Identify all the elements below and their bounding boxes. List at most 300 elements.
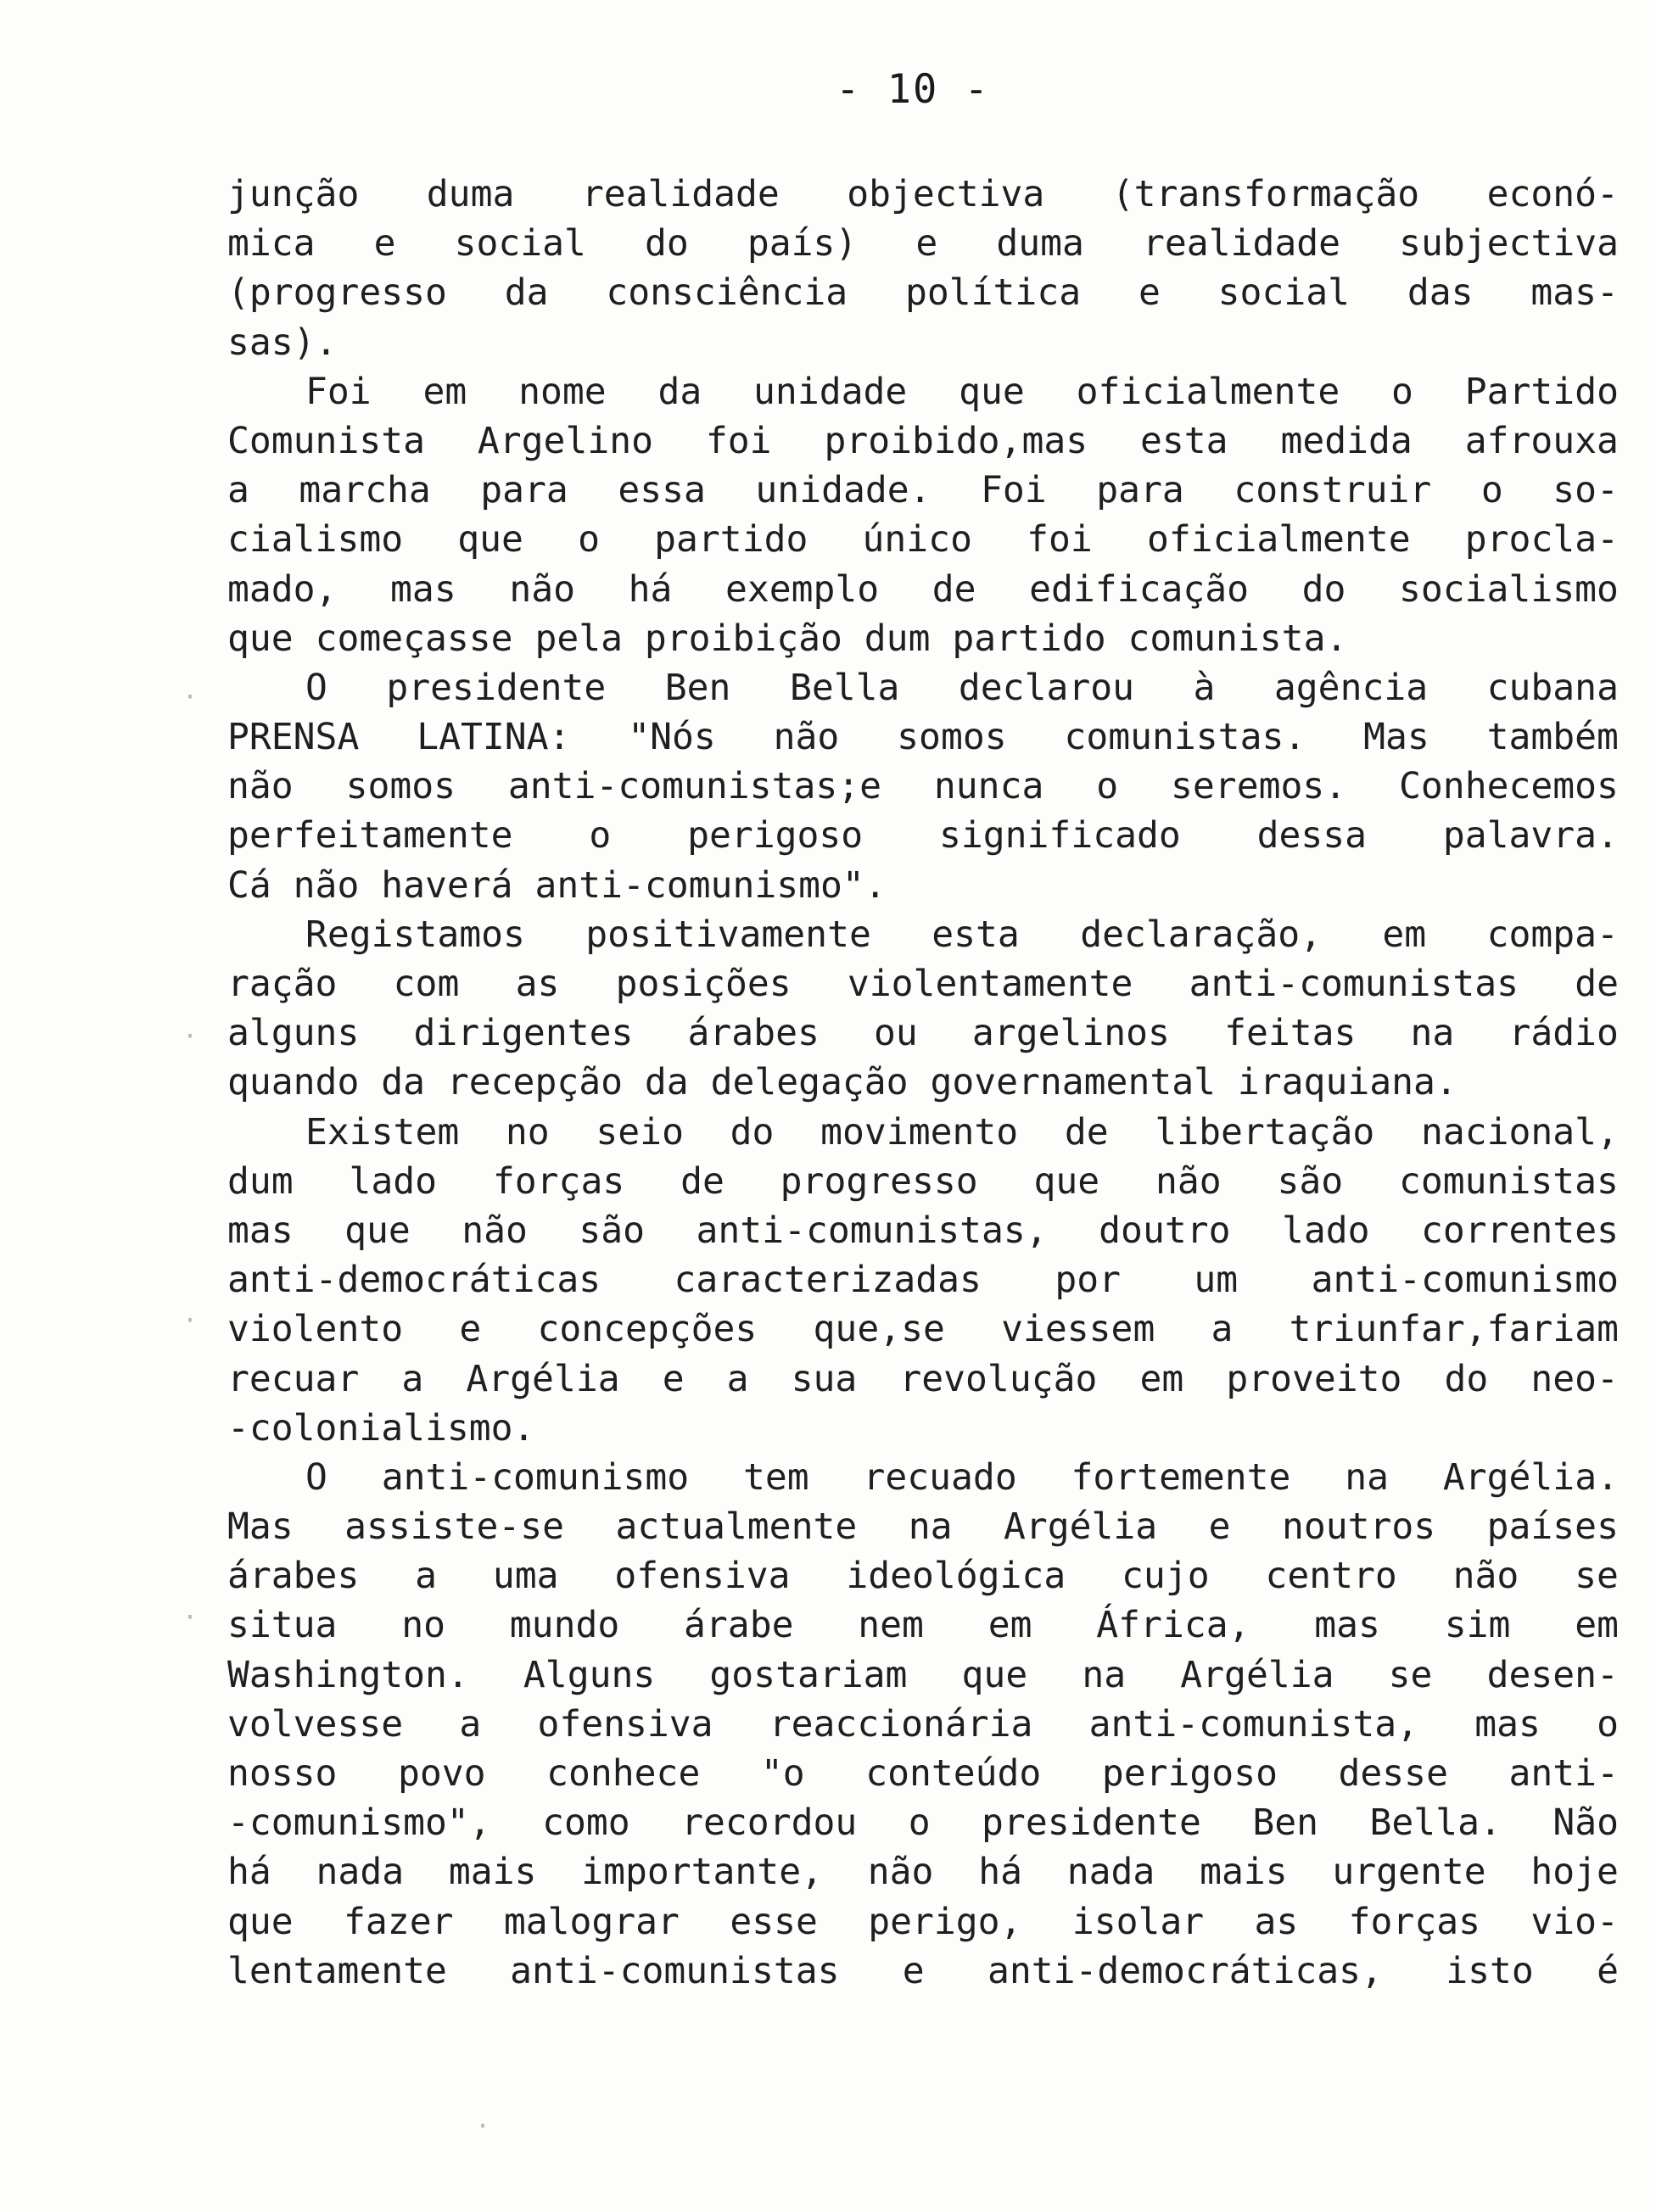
word: esta <box>932 913 1020 956</box>
word: comunistas. <box>1064 716 1306 759</box>
word: noutros <box>1281 1505 1436 1549</box>
word: perfeitamente <box>227 814 513 857</box>
text-line <box>227 1304 1619 1354</box>
word: realidade <box>581 173 780 215</box>
word: da <box>644 1061 711 1104</box>
word: caracterizadas <box>674 1259 982 1302</box>
text-line <box>227 1108 1619 1157</box>
word: Registamos <box>305 913 525 956</box>
word: mas- <box>1530 271 1619 315</box>
word: na <box>908 1505 953 1549</box>
word: à <box>1193 666 1216 709</box>
text-line <box>227 170 1619 219</box>
text-line <box>227 1008 1619 1058</box>
word: único <box>862 518 972 561</box>
word: marcha <box>299 469 431 512</box>
word: para <box>1096 469 1184 512</box>
word: do <box>1301 567 1346 611</box>
word: Argélia. <box>1442 1455 1619 1499</box>
word: anti-comunistas <box>1189 963 1519 1005</box>
word: o <box>1096 765 1119 808</box>
word: se <box>1575 1555 1619 1598</box>
word: mas <box>227 1209 294 1252</box>
word: ideológica <box>846 1555 1066 1598</box>
word: assiste-se <box>344 1505 565 1549</box>
word: desse <box>1338 1752 1448 1795</box>
word: perigoso <box>1101 1752 1278 1795</box>
word: a <box>415 1555 438 1598</box>
word: são <box>579 1209 646 1252</box>
word: ofensiva <box>614 1555 791 1598</box>
word: que,se <box>813 1308 945 1351</box>
word: libertação <box>1155 1110 1375 1153</box>
word: o <box>578 518 600 561</box>
text-line <box>227 1404 1619 1453</box>
word: não <box>1155 1159 1222 1203</box>
word: foi <box>705 419 772 462</box>
word: que <box>959 370 1025 413</box>
word: as <box>515 963 560 1005</box>
word: volvesse <box>227 1702 404 1746</box>
word: viessem <box>1001 1308 1155 1351</box>
word: doutro <box>1099 1209 1231 1252</box>
word: anti-comunistas, <box>696 1209 1048 1252</box>
word: anti-comunismo <box>1311 1259 1619 1302</box>
word: esse <box>730 1900 818 1943</box>
text-line <box>227 219 1619 268</box>
text-line <box>227 466 1619 515</box>
word: proibição <box>644 617 864 660</box>
word: anti-democráticas, <box>987 1949 1383 1992</box>
word: Bella <box>789 666 900 709</box>
word: comunistas <box>1399 1159 1619 1203</box>
word: mundo <box>509 1604 620 1647</box>
word: (progresso <box>227 271 447 315</box>
word: presidente <box>982 1801 1201 1845</box>
word: tem <box>742 1455 809 1499</box>
word: realidade <box>1143 222 1341 265</box>
text-line <box>227 565 1619 614</box>
word: não <box>509 567 575 611</box>
word: lado <box>349 1159 438 1203</box>
word: no <box>401 1604 446 1647</box>
word: palavra. <box>1442 814 1619 857</box>
text-line <box>227 663 1619 712</box>
word: anti-comunismo <box>381 1455 690 1499</box>
word: isolar <box>1071 1900 1205 1943</box>
word: não <box>773 716 840 759</box>
word: somos <box>897 716 1007 759</box>
word: anti- <box>1508 1752 1619 1795</box>
text-line <box>227 1453 1619 1502</box>
word: Alguns <box>523 1653 656 1696</box>
text-line <box>227 1255 1619 1304</box>
word: Partido <box>1464 370 1619 413</box>
word: Ben <box>664 666 731 709</box>
word: isto <box>1446 1949 1534 1992</box>
word: forças <box>1348 1900 1480 1943</box>
word: do <box>730 1110 775 1153</box>
word: Ben <box>1252 1801 1319 1845</box>
text-line <box>227 1847 1619 1896</box>
word: uma <box>492 1555 559 1598</box>
word: sim <box>1444 1604 1511 1647</box>
word: situa <box>227 1604 338 1647</box>
word: nada <box>316 1851 405 1894</box>
text-line <box>227 1700 1619 1749</box>
word: quando <box>227 1061 382 1104</box>
word: conteúdo <box>865 1752 1042 1795</box>
scan-noise-mark: · <box>475 2112 491 2142</box>
word: triunfar,fariam <box>1289 1308 1619 1351</box>
word: gostariam <box>709 1653 908 1696</box>
word: perigo, <box>868 1900 1022 1943</box>
word: ofensiva <box>537 1702 713 1746</box>
word: de <box>1064 1110 1109 1153</box>
word: sas). <box>227 321 338 364</box>
word: significado <box>938 814 1181 857</box>
word: mado, <box>227 567 338 611</box>
word: o <box>1480 469 1503 512</box>
word: recordou <box>681 1801 858 1845</box>
word: feitas <box>1224 1012 1357 1055</box>
word: a <box>459 1702 482 1746</box>
word: e <box>373 222 396 265</box>
word: compa- <box>1486 913 1619 956</box>
word: desen- <box>1486 1653 1619 1696</box>
word: movimento <box>820 1110 1019 1153</box>
word: LATINA: <box>417 716 571 759</box>
word: oficialmente <box>1076 370 1340 413</box>
word: cujo <box>1122 1555 1210 1598</box>
word: Comunista <box>227 419 425 462</box>
word: Argélia <box>1003 1505 1158 1549</box>
text-line <box>227 811 1619 860</box>
word: anti-comunismo". <box>534 863 887 907</box>
word: progresso <box>780 1159 978 1203</box>
word: proveito <box>1226 1357 1402 1400</box>
word: não <box>1452 1555 1519 1598</box>
word: consciência <box>606 271 848 315</box>
text-line <box>227 318 1619 367</box>
word: malograr <box>503 1900 680 1943</box>
word: agência <box>1273 666 1429 709</box>
word: de <box>932 567 976 611</box>
word: para <box>480 469 568 512</box>
word: não <box>293 863 382 907</box>
word: Argélia <box>1180 1653 1334 1696</box>
word: -colonialismo. <box>227 1406 535 1450</box>
word: esta <box>1140 419 1228 462</box>
word: dirigentes <box>413 1012 634 1055</box>
text-line <box>227 1600 1619 1650</box>
word: perigoso <box>687 814 864 857</box>
word: que <box>344 1209 411 1252</box>
word: em <box>1575 1604 1619 1647</box>
word: argelinos <box>971 1012 1170 1055</box>
word: Argelino <box>477 419 653 462</box>
word: recuado <box>863 1455 1017 1499</box>
word: Bella. <box>1369 1801 1502 1845</box>
word: medida <box>1280 419 1413 462</box>
word: socialismo <box>1399 567 1619 611</box>
word: a <box>227 469 249 512</box>
word: (transformação <box>1111 173 1420 215</box>
word: a <box>1211 1308 1234 1351</box>
word: mas <box>390 567 456 611</box>
word: revolução <box>899 1357 1098 1400</box>
scan-noise-mark: · <box>182 1603 199 1633</box>
word: unidade <box>753 370 908 413</box>
word: no <box>505 1110 550 1153</box>
word: e <box>662 1357 685 1400</box>
word: na <box>1345 1455 1390 1499</box>
text-line <box>227 268 1619 317</box>
word: da <box>381 1061 447 1104</box>
word: países <box>1486 1505 1619 1549</box>
word: não <box>867 1851 934 1894</box>
word: um <box>1194 1259 1239 1302</box>
text-line <box>227 1798 1619 1847</box>
word: actualmente <box>615 1505 858 1549</box>
word: as <box>1254 1900 1299 1943</box>
word: que <box>227 1900 294 1943</box>
word: alguns <box>227 1012 360 1055</box>
word: em <box>422 370 467 413</box>
word: -comunismo", <box>227 1801 491 1845</box>
word: e <box>915 222 938 265</box>
word: que <box>457 518 523 561</box>
text-line <box>227 959 1619 1008</box>
word: Cá <box>227 863 294 907</box>
word: e <box>1208 1505 1231 1549</box>
word: nome <box>518 370 607 413</box>
word: Conhecemos <box>1399 765 1619 808</box>
word: em <box>987 1604 1032 1647</box>
word: econó- <box>1486 173 1619 215</box>
word: social <box>1217 271 1351 315</box>
word: nada <box>1066 1851 1155 1894</box>
word: como <box>542 1801 630 1845</box>
word: nosso <box>227 1752 338 1795</box>
word: dum <box>227 1159 294 1203</box>
word: hoje <box>1530 1851 1619 1894</box>
word: PRENSA <box>227 716 360 759</box>
word: recuar <box>227 1357 360 1400</box>
word: que <box>227 617 316 660</box>
text-line <box>227 1947 1619 1996</box>
word: o <box>1391 370 1413 413</box>
word: de <box>1575 963 1619 1005</box>
word: mas <box>1474 1702 1541 1746</box>
word: rádio <box>1508 1012 1619 1055</box>
word: presidente <box>386 666 607 709</box>
word: correntes <box>1420 1209 1619 1252</box>
word: positivamente <box>585 913 871 956</box>
word: forças <box>492 1159 625 1203</box>
word: construir <box>1234 469 1432 512</box>
word: se <box>1388 1653 1433 1696</box>
word: O <box>305 1455 327 1499</box>
word: não <box>227 765 294 808</box>
word: das <box>1407 271 1474 315</box>
text-line <box>227 1157 1619 1206</box>
word: proibido,mas <box>824 419 1088 462</box>
word: há <box>227 1851 271 1894</box>
word: comunista. <box>1127 617 1348 660</box>
word: há <box>978 1851 1022 1894</box>
word: governamental <box>930 1061 1238 1104</box>
body-text <box>227 170 1619 1996</box>
word: na <box>1082 1653 1127 1696</box>
word: na <box>1410 1012 1455 1055</box>
word: lado <box>1281 1209 1370 1252</box>
word: edificação <box>1029 567 1250 611</box>
word: nacional, <box>1420 1110 1619 1153</box>
word: e <box>459 1308 482 1351</box>
text-line <box>227 712 1619 762</box>
word: árabes <box>687 1012 820 1055</box>
word: seremos. <box>1171 765 1347 808</box>
word: Não <box>1552 1801 1619 1845</box>
text-line <box>227 1897 1619 1947</box>
word: oficialmente <box>1146 518 1411 561</box>
word: nunca <box>933 765 1044 808</box>
word: violento <box>227 1308 404 1351</box>
word: pela <box>534 617 645 660</box>
word: com <box>393 963 460 1005</box>
word: "Nós <box>628 716 716 759</box>
word: subjectiva <box>1399 222 1619 265</box>
word: partido <box>952 617 1128 660</box>
word: há <box>628 567 673 611</box>
word: afrouxa <box>1464 419 1619 462</box>
word: anti-comunistas;e <box>507 765 882 808</box>
word: mais <box>448 1851 537 1894</box>
word: vio- <box>1530 1900 1619 1943</box>
word: sua <box>791 1357 858 1400</box>
word: da <box>657 370 702 413</box>
word: política <box>904 271 1082 315</box>
word: também <box>1486 716 1619 759</box>
word: haverá <box>381 863 535 907</box>
word: Existem <box>305 1110 460 1153</box>
word: mica <box>227 222 316 265</box>
word: do <box>1444 1357 1489 1400</box>
word: social <box>454 222 586 265</box>
word: em <box>1382 913 1427 956</box>
word: Foi <box>981 469 1047 512</box>
word: da <box>504 271 549 315</box>
word: o <box>589 814 612 857</box>
word: anti-comunista, <box>1088 1702 1418 1746</box>
word: em <box>1139 1357 1184 1400</box>
word: unidade. <box>755 469 932 512</box>
text-line <box>227 367 1619 416</box>
word: do <box>645 222 689 265</box>
word: iraquiana. <box>1237 1061 1457 1104</box>
text-line <box>227 1551 1619 1600</box>
text-line <box>227 416 1619 466</box>
word: delegação <box>710 1061 931 1104</box>
text-line <box>227 1749 1619 1798</box>
word: são <box>1277 1159 1344 1203</box>
word: Argélia <box>466 1357 620 1400</box>
word: a <box>401 1357 424 1400</box>
text-line <box>227 1355 1619 1404</box>
word: neo- <box>1530 1357 1619 1400</box>
word: povo <box>398 1752 486 1795</box>
word: ração <box>227 963 338 1005</box>
word: o <box>908 1801 931 1845</box>
word: duma <box>426 173 515 215</box>
word: o <box>1597 1702 1619 1746</box>
page-number: - 10 - <box>836 66 990 113</box>
word: duma <box>996 222 1084 265</box>
word: "o <box>760 1752 805 1795</box>
word: árabes <box>227 1555 360 1598</box>
word: anti-comunistas <box>510 1949 840 1992</box>
word: dessa <box>1256 814 1368 857</box>
text-line <box>227 614 1619 663</box>
word: Foi <box>305 370 372 413</box>
word: declarou <box>958 666 1135 709</box>
word: concepções <box>537 1308 758 1351</box>
word: declaração, <box>1080 913 1322 956</box>
word: dum <box>864 617 953 660</box>
word: procla- <box>1464 518 1619 561</box>
text-line <box>227 762 1619 811</box>
word: somos <box>345 765 456 808</box>
text-line <box>227 1058 1619 1107</box>
word: junção <box>227 173 360 215</box>
word: Washington. <box>227 1653 469 1696</box>
word: fortemente <box>1071 1455 1291 1499</box>
word: que <box>1033 1159 1100 1203</box>
text-line <box>227 1651 1619 1700</box>
word: começasse <box>315 617 535 660</box>
word: centro <box>1265 1555 1397 1598</box>
word: conhece <box>546 1752 701 1795</box>
word: exemplo <box>724 567 880 611</box>
word: e <box>902 1949 925 1992</box>
word: so- <box>1552 469 1619 512</box>
word: é <box>1597 1949 1619 1992</box>
word: que <box>961 1653 1028 1696</box>
word: mas <box>1314 1604 1380 1647</box>
word: foi <box>1027 518 1093 561</box>
word: reaccionária <box>769 1702 1033 1746</box>
scan-noise-mark: · <box>182 1022 199 1052</box>
text-line <box>227 1206 1619 1255</box>
text-line <box>227 910 1619 959</box>
word: árabe <box>684 1604 794 1647</box>
word: O <box>305 666 327 709</box>
word: por <box>1055 1259 1121 1302</box>
scan-noise-mark: · <box>182 1306 199 1336</box>
text-line <box>227 515 1619 564</box>
word: e <box>1138 271 1161 315</box>
word: anti-democráticas <box>227 1259 601 1302</box>
word: de <box>680 1159 724 1203</box>
word: urgente <box>1332 1851 1486 1894</box>
word: mais <box>1200 1851 1288 1894</box>
word: a <box>726 1357 749 1400</box>
word: Mas <box>227 1505 294 1549</box>
word: país) <box>747 222 858 265</box>
word: violentamente <box>847 963 1133 1005</box>
word: lentamente <box>227 1949 447 1992</box>
